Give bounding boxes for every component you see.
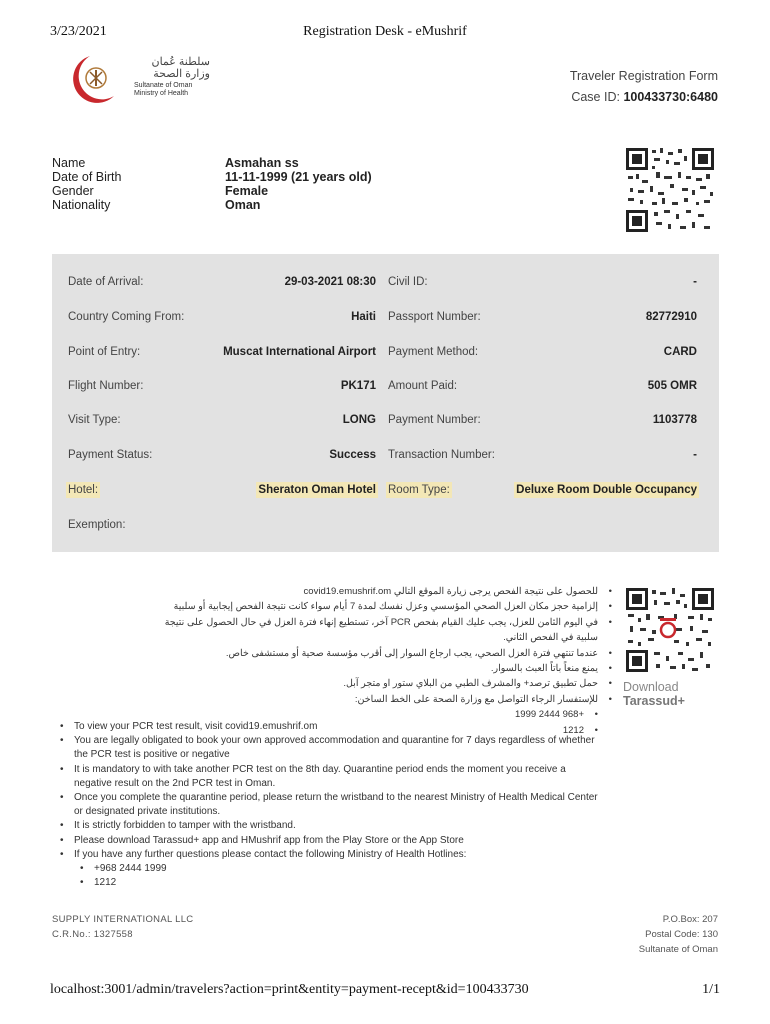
- point-of-entry-value: Muscat International Airport: [223, 346, 376, 358]
- english-instruction: • To view your PCR test result, visit covid19.emushrif.om: [60, 720, 600, 734]
- company-cr-number: C.R.No.: 1327558: [52, 929, 133, 940]
- payment-status-value: Success: [329, 449, 376, 461]
- company-info: [52, 912, 193, 942]
- passport-number-label: Passport Number:: [388, 311, 481, 323]
- print-footer: [50, 982, 720, 1000]
- arabic-instruction: • عندما تنتهي فترة العزل الصحي، يجب ارجاع السوار إلى أقرب مؤسسة صحية أو مستشفى خاص.: [142, 646, 612, 661]
- logo-arabic-line1: سلطنة عُمان: [151, 56, 210, 68]
- logo-english-line2: Ministry of Health: [134, 90, 189, 97]
- postal-code: Postal Code: 130: [645, 929, 718, 940]
- ministry-emblem-icon: [56, 52, 124, 104]
- field-label: Name: [52, 156, 86, 170]
- english-instructions: [60, 720, 600, 890]
- hotel-label: Hotel:: [68, 484, 99, 496]
- arabic-instruction: • للإستفسار الرجاء التواصل مع وزارة الصحة على الخط الساخن:: [142, 692, 612, 707]
- payment-method-value: CARD: [663, 346, 697, 358]
- case-id: [570, 87, 718, 108]
- print-date: 3/23/2021: [50, 24, 107, 39]
- field-value: Oman: [225, 198, 261, 212]
- traveler-dob-row: [52, 170, 432, 184]
- payment-status-label: Payment Status:: [68, 449, 153, 461]
- hotel-value: Sheraton Oman Hotel: [258, 484, 376, 496]
- room-type-value: Deluxe Room Double Occupancy: [516, 484, 697, 496]
- logo-arabic-text: [128, 56, 210, 80]
- country-from-label: Country Coming From:: [68, 311, 185, 323]
- case-qr-code: [626, 148, 714, 232]
- exemption-label: Exemption:: [68, 519, 126, 531]
- english-instruction: • Please download Tarassud+ app and HMushrif app from the Play Store or the App Store: [60, 834, 600, 848]
- civil-id-value: -: [693, 276, 697, 288]
- english-instruction: • If you have any further questions please contact the following Ministry of Health Hotlines:: [60, 848, 600, 862]
- transaction-number-label: Transaction Number:: [388, 449, 495, 461]
- country: Sultanate of Oman: [638, 944, 718, 955]
- download-tarassud: [623, 680, 685, 708]
- case-id-label: Case ID:: [571, 90, 620, 104]
- traveler-gender-row: [52, 184, 432, 198]
- arabic-instruction: • في اليوم الثامن للعزل، يجب عليك القيام بفحص PCR آخر، تستطيع إنهاء فترة العزل في حال الحصول على نتيجة سلبية في الفحص الثاني.: [142, 615, 612, 646]
- download-label: Download: [623, 680, 679, 694]
- traveler-nationality-row: [52, 198, 432, 212]
- english-instruction: • Once you complete the quarantine period, please return the wristband to the nearest Ministry of Health Medical Center or designated private institutions.: [60, 791, 600, 819]
- form-header: [570, 66, 718, 108]
- payment-method-label: Payment Method:: [388, 346, 479, 358]
- english-hotline: • 1212: [60, 876, 600, 890]
- passport-number-value: 82772910: [645, 311, 697, 323]
- page-number: 1/1: [702, 982, 720, 997]
- traveler-info: [52, 156, 432, 212]
- print-title: Registration Desk - eMushrif: [303, 24, 467, 39]
- arabic-hotline: • 1212: [142, 723, 612, 738]
- qr-code-icon: [626, 588, 714, 672]
- visit-type-value: LONG: [342, 414, 376, 426]
- amount-paid-label: Amount Paid:: [388, 380, 458, 392]
- arrival-date-value: 29-03-2021 08:30: [284, 276, 376, 288]
- print-header: [50, 24, 720, 44]
- field-value: Asmahan ss: [225, 156, 299, 170]
- company-address: [639, 912, 718, 957]
- travel-details-panel: [52, 254, 719, 552]
- english-instruction: • You are legally obligated to book your own approved accommodation and quarantine for 7 days regardless of whether the PCR test is positive or negative: [60, 734, 600, 762]
- po-box: P.O.Box: 207: [662, 914, 718, 925]
- field-label: Gender: [52, 184, 94, 198]
- tarassud-qr-code: [626, 588, 714, 672]
- civil-id-label: Civil ID:: [388, 276, 428, 288]
- payment-number-value: 1103778: [652, 414, 697, 426]
- form-title: Traveler Registration Form: [569, 69, 718, 83]
- amount-paid-value: 505 OMR: [647, 380, 697, 392]
- country-from-value: Haiti: [351, 311, 376, 323]
- field-value: 11-11-1999 (21 years old): [225, 170, 372, 184]
- arabic-instruction: • يمنع منعاً باتاً العبث بالسوار.: [142, 661, 612, 676]
- flight-number-value: PK171: [340, 380, 376, 392]
- ministry-logo: [56, 52, 216, 104]
- logo-english-line1: Sultanate of Oman: [134, 82, 193, 89]
- arabic-instruction: • للحصول على نتيجة الفحص يرجى زيارة الموقع التالي covid19.emushrif.om: [142, 584, 612, 599]
- english-instruction: • It is mandatory to with take another PCR test on the 8th day. Quarantine period ends the moment you receive a negative result on the 2nd PCR test in Oman.: [60, 763, 600, 791]
- print-url: localhost:3001/admin/travelers?action=print&entity=payment-recept&id=100433730: [50, 982, 529, 997]
- english-hotline: • +968 2444 1999: [60, 862, 600, 876]
- point-of-entry-label: Point of Entry:: [68, 346, 141, 358]
- case-id-value: 100433730:6480: [623, 90, 718, 104]
- arabic-hotline: • +968 2444 1999: [142, 707, 612, 722]
- visit-type-label: Visit Type:: [68, 414, 121, 426]
- arabic-instructions: [142, 584, 612, 738]
- english-instruction: • It is strictly forbidden to tamper with the wristband.: [60, 819, 600, 833]
- tarassud-app-name: Tarassud+: [623, 694, 685, 708]
- arrival-date-label: Date of Arrival:: [68, 276, 144, 288]
- field-label: Date of Birth: [52, 170, 122, 184]
- flight-number-label: Flight Number:: [68, 380, 144, 392]
- company-name: SUPPLY INTERNATIONAL LLC: [52, 914, 194, 925]
- field-value: Female: [225, 184, 269, 198]
- qr-code-icon: [626, 148, 714, 232]
- arabic-instruction: • حمل تطبيق ترصد+ والمشرف الطبي من البلاي ستور او متجر آبل.: [142, 676, 612, 691]
- room-type-label: Room Type:: [388, 484, 450, 496]
- arabic-instruction: • إلزامية حجز مكان العزل الصحي المؤسسي وعزل نفسك لمدة 7 أيام سواء كانت نتيجة الفحص إيجابية أو سلبية: [142, 599, 612, 614]
- transaction-number-value: -: [693, 449, 697, 461]
- traveler-name-row: [52, 156, 432, 170]
- logo-english-text: [134, 82, 192, 98]
- payment-number-label: Payment Number:: [388, 414, 481, 426]
- logo-arabic-line2: وزارة الصحة: [153, 68, 210, 80]
- field-label: Nationality: [52, 198, 111, 212]
